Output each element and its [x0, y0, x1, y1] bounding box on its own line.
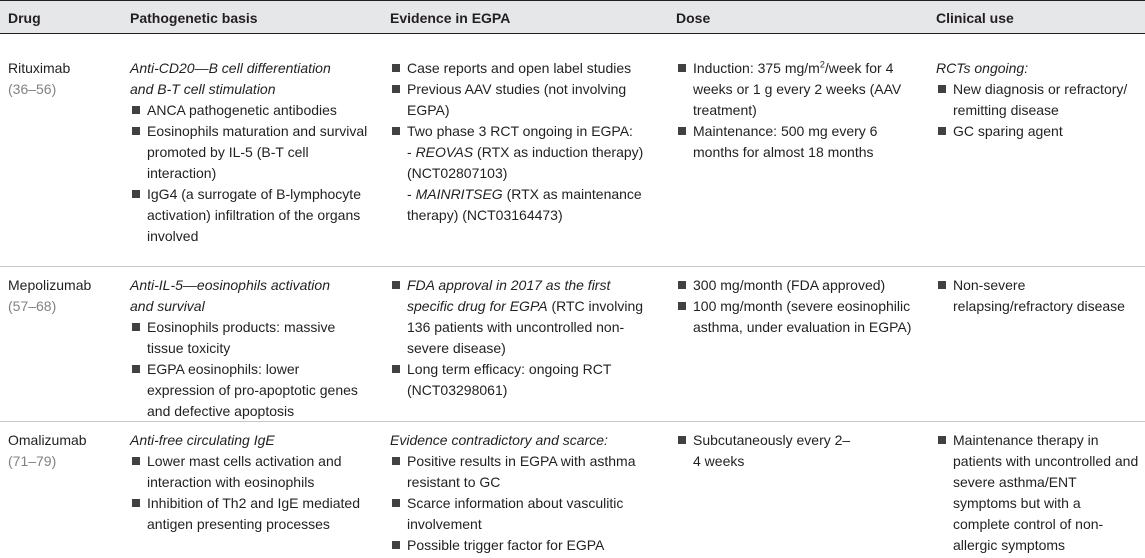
row-divider [0, 266, 1145, 267]
evidence-item: Positive results in EGPA with asthma resistant to GC [390, 451, 658, 493]
evidence-item: Scarce information about vasculitic involvement [390, 493, 658, 535]
table-row-rituximab-evidence [390, 58, 658, 226]
evidence-item [390, 275, 658, 359]
dose-item: Subcutaneously every 2–4 weeks [676, 430, 856, 472]
header-clinical-use: Clinical use [936, 10, 1014, 26]
table-row-omalizumab-drug [8, 430, 120, 472]
dose-item [676, 58, 916, 121]
use-item: New diagnosis or refractory/ remitting disease [936, 79, 1140, 121]
table-row-mepolizumab-drug [8, 275, 120, 317]
dose-item: Maintenance: 500 mg every 6 months for almost 18 months [676, 121, 916, 163]
dose-superscript: 2 [819, 59, 825, 70]
evidence-trial: - REOVAS (RTX as induction therapy) (NCT02807103) [407, 144, 644, 181]
table-row-omalizumab-evidence [390, 430, 658, 556]
basis-item: Inhibition of Th2 and IgE mediated antigen presenting processes [130, 493, 370, 535]
basis-title: and B-T cell stimulation [130, 81, 276, 97]
drug-references: (57–68) [8, 298, 57, 314]
header-pathogenetic-basis: Pathogenetic basis [130, 10, 258, 26]
evidence-item: Two phase 3 RCT ongoing in EGPA: [390, 121, 658, 142]
table-row-rituximab-dose [676, 58, 916, 163]
dose-induction-text-rest: /week for 4 weeks or 1 g every 2 weeks (AAV treatment) [693, 60, 902, 118]
evidence-item: Previous AAV studies (not involving EGPA) [390, 79, 658, 121]
table-row-rituximab-basis [130, 58, 370, 247]
basis-item: EGPA eosinophils: lower expression of pro-apoptotic genes and defective apoptosis [130, 359, 370, 422]
drug-name: Mepolizumab [8, 277, 92, 293]
use-item: GC sparing agent [936, 121, 1140, 142]
basis-title: Anti-free circulating IgE [130, 432, 275, 448]
drug-references: (71–79) [8, 453, 57, 469]
trial-name: MAINRITSEG [415, 186, 503, 202]
evidence-title: Evidence contradictory and scarce: [390, 432, 608, 448]
basis-item: Eosinophils maturation and survival promoted by IL-5 (B-T cell interaction) [130, 121, 370, 184]
table-row-rituximab-use [936, 58, 1140, 142]
use-title: RCTs ongoing: [936, 60, 1029, 76]
basis-item: IgG4 (a surrogate of B-lymphocyte activation) infiltration of the organs involved [130, 184, 370, 247]
table-header [0, 0, 1145, 34]
table-row-omalizumab-use [936, 430, 1140, 556]
evidence-fda-detail: (RTC involving 136 patients with uncontrolled non-severe disease) [407, 298, 644, 356]
header-evidence: Evidence in EGPA [390, 10, 511, 26]
basis-title: Anti-CD20—B cell differentiation [130, 60, 331, 76]
evidence-item: Case reports and open label studies [390, 58, 658, 79]
evidence-trial: - MAINRITSEG (RTX as maintenance therapy) (NCT03164473) [407, 186, 642, 223]
trial-name: REOVAS [415, 144, 474, 160]
trial-description: (RTX as maintenance therapy) (NCT03164473) [407, 186, 642, 223]
table-row-omalizumab-basis [130, 430, 370, 535]
basis-title: and survival [130, 298, 205, 314]
header-drug: Drug [8, 10, 41, 26]
dose-item: 100 mg/month (severe eosinophilic asthma, under evaluation in EGPA) [676, 296, 916, 338]
table-row-mepolizumab-basis [130, 275, 370, 422]
drug-name: Rituximab [8, 60, 71, 76]
basis-item: Eosinophils products: massive tissue toxicity [130, 317, 370, 359]
table-row-mepolizumab-dose [676, 275, 916, 338]
table-row-rituximab-drug [8, 58, 120, 100]
dose-item: 300 mg/month (FDA approved) [676, 275, 916, 296]
table-row-mepolizumab-use [936, 275, 1140, 317]
basis-title: Anti-IL-5—eosinophils activation [130, 277, 330, 293]
dose-induction-text: Induction: 375 mg/m [693, 60, 820, 76]
evidence-item: Possible trigger factor for EGPA [390, 535, 658, 556]
row-divider [0, 421, 1145, 422]
trial-description: (RTX as induction therapy) (NCT02807103) [407, 144, 644, 181]
table-row-mepolizumab-evidence [390, 275, 658, 401]
use-item: Non-severe relapsing/refractory disease [936, 275, 1140, 317]
evidence-fda-approval: FDA approval in 2017 as the first specific drug for EGPA [407, 277, 611, 314]
table-row-omalizumab-dose [676, 430, 856, 472]
basis-item: ANCA pathogenetic antibodies [130, 100, 370, 121]
drug-name: Omalizumab [8, 432, 87, 448]
drug-references: (36–56) [8, 81, 57, 97]
evidence-item: Long term efficacy: ongoing RCT (NCT03298061) [390, 359, 658, 401]
basis-item: Lower mast cells activation and interaction with eosinophils [130, 451, 370, 493]
use-item: Maintenance therapy in patients with uncontrolled and severe asthma/ENT symptoms but with a complete control of non-allergic symptoms [936, 430, 1140, 556]
header-dose: Dose [676, 10, 711, 26]
